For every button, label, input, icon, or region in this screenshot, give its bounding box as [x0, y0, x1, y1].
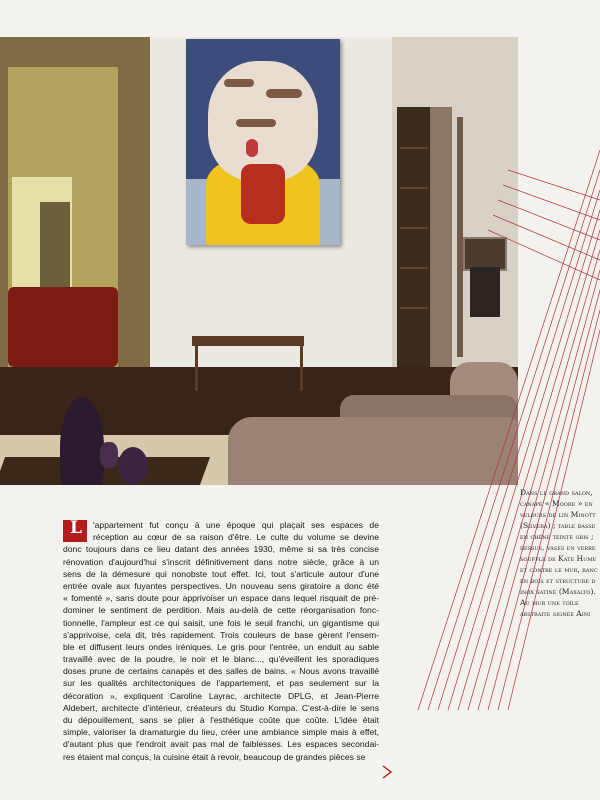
caption-line: velours de lin Minott — [520, 510, 596, 519]
caption-line: Dans le grand salon, — [520, 488, 593, 497]
red-sofa — [8, 287, 118, 367]
painting-stroke — [266, 89, 302, 98]
article-line: sur les qualités architectoniques de l'appartement, et pas seulement sur la — [63, 678, 379, 689]
article-line: décoration », expliquent Caroline Layrac, architecte DPLG, et Jean-Pierre — [63, 690, 379, 701]
article-line: du dépouillement, sans se plier à l'esthétique coûte que coûte. L'idée était — [63, 715, 379, 725]
article-line: dominer le sentiment de perdition. Mais au-delà de cette réorganisation fonc- — [63, 605, 379, 616]
shelf-line — [400, 147, 428, 149]
caption-line: dessus, vases en verre — [520, 543, 596, 552]
article-line: donc toujours dans ce lieu datant des années 1930, même si sa très concise — [63, 544, 379, 555]
caption-line: canapé « Moore » en — [520, 499, 593, 508]
article-line: d'autant plus que l'endroit avait pas mal de faiblesses. Les espaces secondai- — [63, 739, 379, 750]
painting-stroke — [246, 139, 258, 157]
article-body — [63, 519, 379, 763]
abstract-painting — [186, 39, 340, 245]
shelf-line — [400, 267, 428, 269]
interior-photo — [0, 37, 518, 485]
article-line: rénovation d'aujourd'hui s'inscrit définitivement dans notre siècle, grâce à un — [63, 556, 379, 567]
article-line: réception au cœur de sa raison d'être. Le culte du volume se devine — [93, 532, 379, 543]
bench-leg — [195, 346, 198, 391]
caption-line: inox satiné (Maxalto). — [520, 587, 596, 596]
velvet-sofa — [228, 417, 518, 485]
caption-line: et contre le mur, banc — [520, 565, 598, 574]
bookshelf — [397, 107, 431, 367]
pillar — [430, 107, 452, 367]
article-line: s'apprivoise, cela dit, très rapidement. Trois couleurs de base gèrent l'ensem- — [63, 629, 379, 640]
painting-stroke — [224, 79, 254, 87]
painting-red-form — [241, 164, 285, 224]
article-line: doses prune de certains canapés et des salles de bains. « Nous avons travaillé — [63, 666, 379, 677]
article-line: 'appartement fut conçu à une époque qui plaçait ses espaces de — [93, 520, 379, 530]
article-line: ble et diffusent leurs ondes iréniques. Le gris pour l'entrée, un enduit au sable — [63, 641, 379, 652]
caption-line: Au mur une toile — [520, 598, 579, 607]
article-line: entrée ovale aux fuyantes perspectives. Un nouveau sens giratoire a donc été — [63, 580, 379, 591]
bench — [192, 336, 304, 346]
shelf-line — [400, 307, 428, 309]
article-line: « fomenté », sans doute pour apprivoiser un espace dans lequel risquait de pré- — [63, 593, 379, 604]
round-vase — [118, 447, 148, 485]
caption-line: en chêne teinté gris ; — [520, 532, 594, 541]
article-line: simple, valoriser la dramaturgie du lieu, créer une ambiance simple mais à effet, — [63, 727, 379, 738]
bench-leg — [300, 346, 303, 391]
dining-chair — [470, 267, 500, 317]
article-line: Aldebert, architecte d'intérieur, créateurs du Studio Kompa. C'est-à-dire le sens — [63, 702, 379, 713]
article-line: sens de la démesure qui nonobste tout effet. Ici, tout s'articule autour d'une — [63, 568, 379, 579]
caption-line: en bois et structure d — [520, 576, 596, 585]
shelf-line — [400, 227, 428, 229]
shelf-line — [400, 187, 428, 189]
continue-chevron-icon — [380, 765, 394, 779]
drop-cap — [63, 520, 87, 542]
article-line: tionnelle, l'ampleur est ce qui saisit, une fois le seuil franchi, un gigantisme qui — [63, 617, 379, 628]
photo-caption — [520, 487, 600, 619]
small-vase — [100, 442, 118, 468]
article-line: res étaient mal conçus, la cuisine était à revoir, beaucoup de grandes pièces se — [63, 751, 366, 762]
caption-line: (Silvera) ; table basse — [520, 521, 596, 530]
article-line: travaillé avec de la poudre, le noir et le blanc..., qu'éveillent les sporadiques — [63, 654, 379, 665]
caption-line: soufflé de Kate Hume — [520, 554, 597, 563]
caption-line: abstraite signée Aini — [520, 609, 591, 618]
painting-stroke — [236, 119, 276, 127]
screen — [463, 237, 507, 271]
drop-cap-letter: L — [70, 518, 82, 538]
